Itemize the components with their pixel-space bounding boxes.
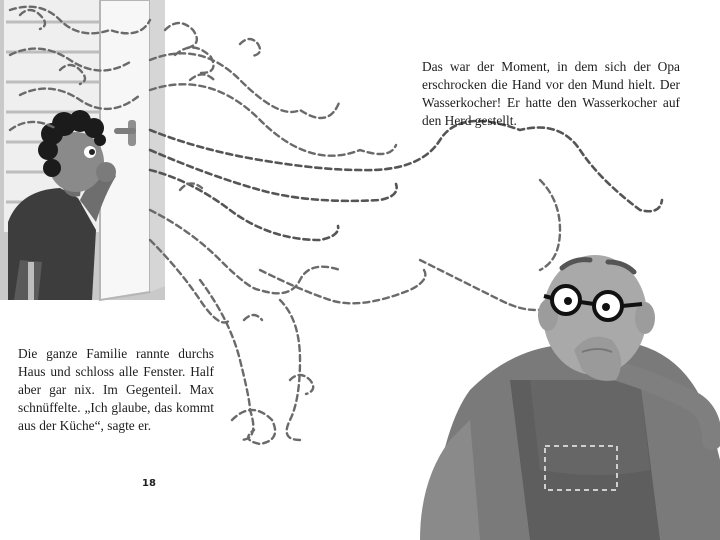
page-number: 18	[142, 478, 156, 489]
story-paragraph-bottom: Die ganze Familie rannte durchs Haus und schloss alle Fenster. Half aber gar nix. Im Gegenteil. Max schnüffelte. „Ich glaube, das kommt aus der Küche“, sagte er.	[18, 346, 214, 433]
story-paragraph-top: Das war der Moment, in dem sich der Opa erschrocken die Hand vor den Mund hielt. Der Wasserkocher! Er hatte den Wasserkocher auf den Herd gestellt.	[422, 59, 680, 128]
grandfather-opa	[420, 255, 720, 540]
